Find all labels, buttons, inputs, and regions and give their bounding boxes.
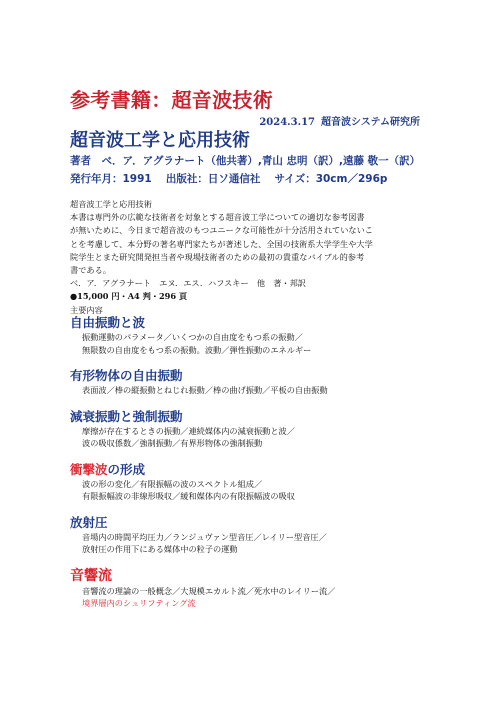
- organization-name: 超音波システム研究所: [321, 117, 420, 128]
- section-line: 音響流の理論の一般概念／大規模エカルト流／死水中のレイリー流／: [82, 585, 336, 596]
- section-title-highlight: 衝撃波: [70, 461, 108, 477]
- description-line: 本書は専門外の広範な技術者を対象とする超音波工学についての適切な参考図書: [70, 212, 365, 223]
- section-line: 放射圧の作用下にある媒体中の粒子の運動: [82, 544, 238, 554]
- translators-line: ベ．ア．アグラナート エヌ．エス．ハフスキー 他 著・邦訳: [70, 278, 306, 289]
- section-shock-wave: [70, 461, 450, 503]
- section-radiation-pressure: [70, 514, 450, 556]
- section-free-vibration: [70, 314, 450, 356]
- section-line: 有限振幅波の非線形吸収／緩和媒体内の有限振幅波の吸収: [82, 491, 295, 501]
- section-title: [70, 461, 450, 478]
- section-title: 音響流: [70, 567, 112, 584]
- description-line: 超音波工学と応用技術: [70, 199, 152, 209]
- contents-label: 主要内容: [70, 304, 103, 315]
- section-solid-body-vibration: [70, 367, 450, 397]
- contents-sections: [70, 314, 450, 621]
- date: 2024.3.17: [259, 117, 315, 128]
- section-line: 表面波／棒の縦振動とねじれ振動／棒の曲げ振動／平板の自由振動: [82, 385, 328, 395]
- section-line: 振動運動のパラメータ／いくつかの自由度をもつ系の振動／: [82, 332, 303, 342]
- section-line-highlight: 境界層内のシュリフティング流: [82, 598, 196, 608]
- description-line: が無いために、今日まで超音波のもつユニークな可能性が十分活用されていないこ: [70, 225, 373, 236]
- description-line: 院学生とまた研究開発担当者や現場技術者のための最初の貴重なバイブル的参考: [70, 251, 365, 262]
- section-title: 減衰振動と強制振動: [70, 408, 183, 424]
- publication-line: 発行年月：1991 出版社：日ソ通信社 サイズ：30cm／296p: [70, 173, 388, 185]
- section-line: 波の形の変化／有限振幅の波のスペクトル組成／: [82, 478, 263, 489]
- section-line: 波の吸収係数／強制振動／有界形物体の強制振動: [82, 438, 263, 448]
- section-line: 摩擦が存在するときの振動／連続媒体内の減衰振動と波／: [82, 425, 295, 436]
- authors-line: 著者 ベ．ア．アグラナート（他共著）,青山 忠明（訳）,遠藤 敬一（訳）: [70, 155, 421, 167]
- section-title-rest: の形成: [107, 461, 146, 477]
- description-line: とを考慮して、本分野の著名専門家たちが著述した、全国の技術系大学学生や大学: [70, 238, 373, 249]
- section-line: 音場内の時間平均圧力／ランジュヴァン型音圧／レイリー型音圧／: [82, 531, 327, 542]
- main-title: 参考書籍：超音波技術: [70, 88, 273, 112]
- section-title: 有形物体の自由振動: [70, 368, 183, 383]
- description-block: [70, 198, 430, 317]
- section-line: 無限数の自由度をもつ系の振動。波動／弾性振動のエネルギー: [82, 344, 312, 355]
- section-acoustic-streaming: [70, 567, 450, 610]
- book-title: 超音波工学と応用技術: [70, 130, 250, 151]
- date-line: [259, 113, 420, 128]
- section-title: 自由振動と波: [70, 315, 146, 330]
- description-line: 書である。: [70, 265, 111, 276]
- price-line: ●15,000 円・A4 判・296 頁: [70, 291, 188, 302]
- section-title: 放射圧: [70, 514, 108, 530]
- section-damped-forced-vibration: [70, 408, 450, 450]
